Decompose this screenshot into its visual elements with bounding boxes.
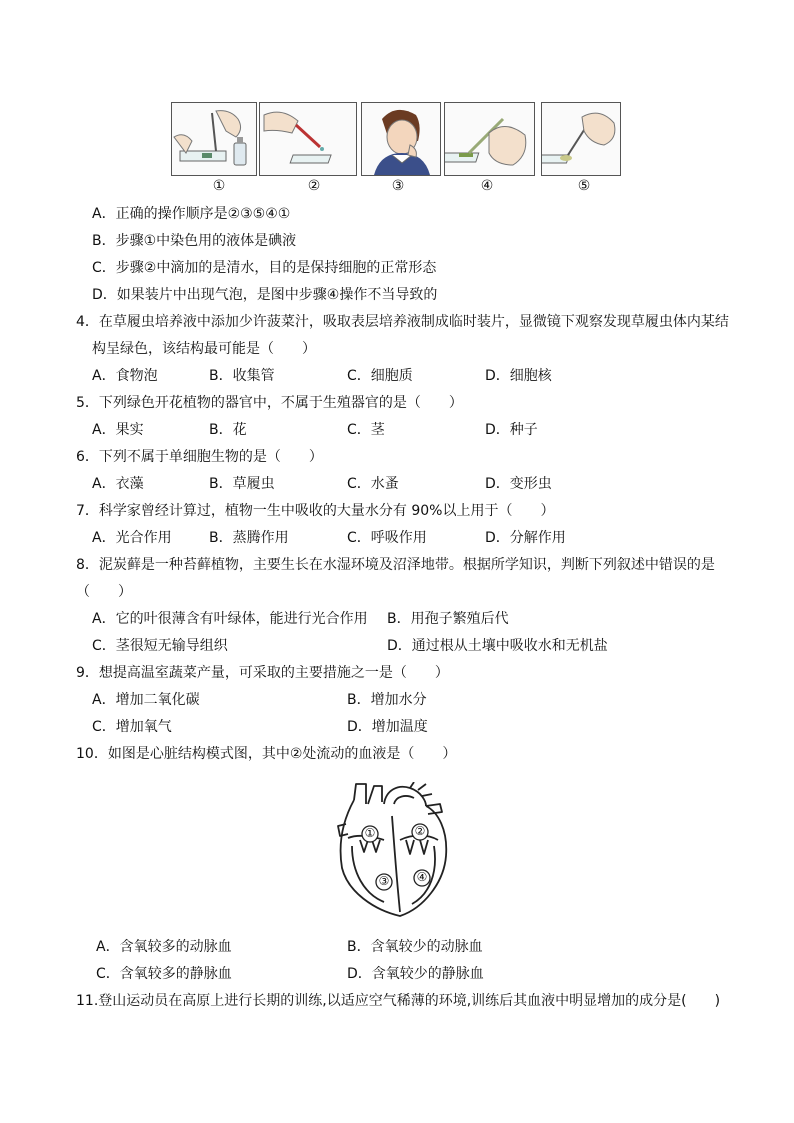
q4-stem-line2: 构呈绿色，该结构最可能是（ ） [92,341,316,357]
q3-option-c: C．步骤②中滴加的是清水，目的是保持细胞的正常形态 [92,260,437,276]
q7-option-c: C．呼吸作用 [347,530,427,546]
heart-label-4: ④ [416,870,428,884]
q3-option-d: D．如果装片中出现气泡，是图中步骤④操作不当导致的 [92,287,438,303]
q10-option-a: A．含氧较多的动脉血 [96,939,232,955]
step-image-1 [171,102,257,176]
q10-stem: 10．如图是心脏结构模式图，其中②处流动的血液是（ ） [76,746,457,762]
q8-stem-line1: 8．泥炭藓是一种苔藓植物，主要生长在水湿环境及沼泽地带。根据所学知识，判断下列叙述中错误的是 [76,557,715,573]
q5-option-a: A．果实 [92,422,144,438]
q11-stem: 11.登山运动员在高原上进行长期的训练,以适应空气稀薄的环境,训练后其血液中明显增加的成分是( ) [76,993,721,1009]
q3-option-a: A．正确的操作顺序是②③⑤④① [92,206,291,222]
q8-stem-line2: （ ） [76,584,132,600]
q9-option-d: D．增加温度 [347,719,428,735]
step-label-3: ③ [391,178,405,194]
q6-option-c: C．水蚤 [347,476,399,492]
q3-option-b: B．步骤①中染色用的液体是碘液 [92,233,297,249]
heart-label-1: ① [364,826,376,840]
q8-option-b: B．用孢子繁殖后代 [387,611,509,627]
q7-stem: 7．科学家曾经计算过，植物一生中吸收的大量水分有 90%以上用于（ ） [76,503,555,519]
step-label-1: ① [212,178,226,194]
q4-stem-line1: 4．在草履虫培养液中添加少许菠菜汁，吸取表层培养液制成临时装片，显微镜下观察发现草履虫体内某结 [76,314,729,330]
q6-option-d: D．变形虫 [485,476,552,492]
q9-option-a: A．增加二氧化碳 [92,692,200,708]
q6-option-b: B．草履虫 [209,476,275,492]
q10-option-d: D．含氧较少的静脉血 [347,966,484,982]
step-label-4: ④ [480,178,494,194]
q6-stem: 6．下列不属于单细胞生物的是（ ） [76,449,323,465]
heart-diagram [334,782,454,920]
step-image-2 [259,102,357,176]
q4-option-c: C．细胞质 [347,368,413,384]
heart-label-3: ③ [378,874,390,888]
q5-option-d: D．种子 [485,422,538,438]
q6-option-a: A．衣藻 [92,476,144,492]
q9-option-b: B．增加水分 [347,692,427,708]
q5-option-c: C．茎 [347,422,385,438]
heart-label-2: ② [414,824,426,838]
step-image-5 [541,102,621,176]
q10-option-b: B．含氧较少的动脉血 [347,939,483,955]
q4-option-d: D．细胞核 [485,368,552,384]
q9-option-c: C．增加氧气 [92,719,172,735]
q4-option-a: A．食物泡 [92,368,158,384]
q8-option-a: A．它的叶很薄含有叶绿体，能进行光合作用 [92,611,368,627]
q8-option-d: D．通过根从土壤中吸收水和无机盐 [387,638,608,654]
step-image-4 [444,102,535,176]
q10-option-c: C．含氧较多的静脉血 [96,966,232,982]
q5-option-b: B．花 [209,422,247,438]
q5-stem: 5．下列绿色开花植物的器官中，不属于生殖器官的是（ ） [76,395,463,411]
step-label-5: ⑤ [577,178,591,194]
q7-option-b: B．蒸腾作用 [209,530,289,546]
q4-option-b: B．收集管 [209,368,275,384]
step-image-3 [361,102,441,176]
q9-stem: 9．想提高温室蔬菜产量，可采取的主要措施之一是（ ） [76,665,449,681]
q8-option-c: C．茎很短无输导组织 [92,638,228,654]
q7-option-a: A．光合作用 [92,530,172,546]
step-label-2: ② [307,178,321,194]
q7-option-d: D．分解作用 [485,530,566,546]
